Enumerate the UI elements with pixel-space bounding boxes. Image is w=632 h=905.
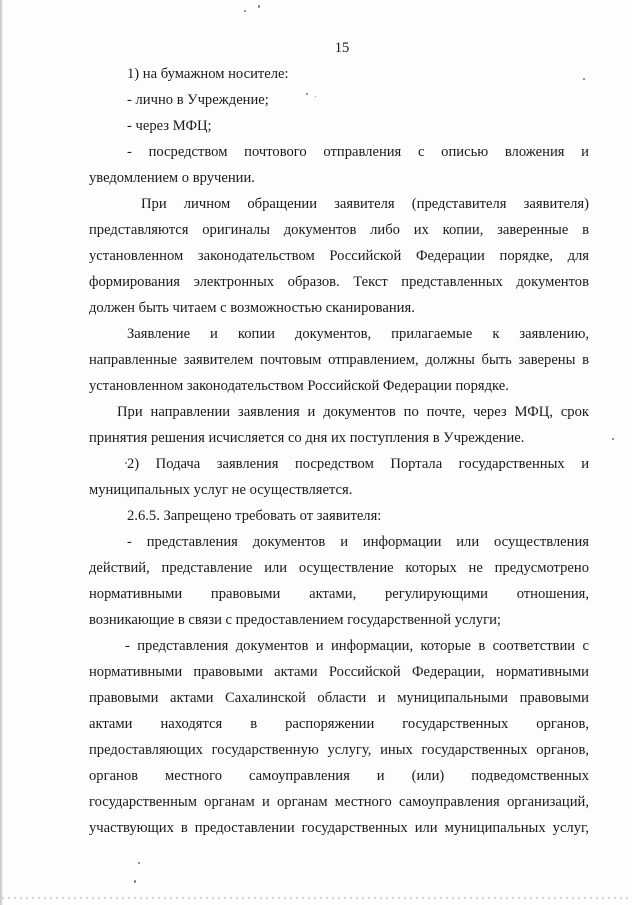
text-line: принятия решения исчисляется со дня их поступления в Учреждение. — [89, 430, 525, 446]
text-line: органов местного самоуправления и (или) подведомственных — [89, 768, 589, 784]
text-line: При личном обращении заявителя (представителя заявителя) — [141, 196, 589, 212]
scan-speck — [244, 10, 246, 12]
scan-speck — [583, 78, 585, 80]
text-line: возникающие в связи с предоставлением государственной услуги; — [89, 612, 501, 628]
text-line: 2.6.5. Запрещено требовать от заявителя: — [127, 508, 382, 524]
text-line: актами находятся в распоряжении государственных органов, — [89, 716, 589, 732]
page-number: 15 — [334, 40, 350, 56]
text-line: направленные заявителем почтовым отправлением, должны быть заверены в — [89, 352, 589, 368]
scan-speck — [315, 96, 316, 97]
text-line: - посредством почтового отправления с описью вложения и — [127, 144, 589, 160]
text-line: При направлении заявления и документов по почте, через МФЦ, срок — [117, 404, 589, 420]
text-line: нормативными правовыми актами Российской Федерации, нормативными — [89, 664, 589, 680]
text-line: установленном законодательством Российской Федерации порядке. — [89, 378, 509, 394]
text-line: участвующих в предоставлении государственных или муниципальных услуг, — [89, 820, 589, 836]
scan-speck — [258, 5, 260, 8]
text-line: правовыми актами Сахалинской области и муниципальными правовыми — [89, 690, 589, 706]
text-line: уведомлением о вручении. — [89, 170, 255, 186]
text-line: предоставляющих государственную услугу, иных государственных органов, — [89, 742, 589, 758]
scan-edge-shadow — [0, 0, 3, 905]
scan-speck — [612, 438, 614, 440]
text-line: установленном законодательством Российской Федерации порядке, для — [89, 248, 589, 264]
text-line: 2) Подача заявления посредством Портала государственных и — [127, 456, 589, 472]
text-line: действий, представление или осуществление которых не предусмотрено — [89, 560, 589, 576]
text-line: нормативными правовыми актами, регулирующими отношения, — [89, 586, 589, 602]
scan-bottom-edge — [0, 897, 632, 899]
scan-speck — [138, 862, 140, 864]
text-line: муниципальных услуг не осуществляется. — [89, 482, 353, 498]
text-line: Заявление и копии документов, прилагаемые к заявлению, — [127, 326, 589, 342]
text-line: государственным органам и органам местного самоуправления организаций, — [89, 794, 589, 810]
text-line: - лично в Учреждение; — [127, 92, 269, 108]
scan-speck — [125, 462, 127, 464]
text-line: представляются оригиналы документов либо их копии, заверенные в — [89, 222, 589, 238]
text-line: должен быть читаем с возможностью сканирования. — [89, 300, 415, 316]
text-line: - представления документов и информации или осуществления — [127, 534, 589, 550]
document-body — [89, 61, 589, 841]
text-line: - через МФЦ; — [127, 118, 212, 134]
scan-speck — [306, 93, 308, 95]
text-line: - представления документов и информации, которые в соответствии с — [125, 638, 589, 654]
text-line: 1) на бумажном носителе: — [127, 66, 289, 82]
text-line: формирования электронных образов. Текст представленных документов — [89, 274, 589, 290]
scan-speck — [134, 880, 136, 883]
